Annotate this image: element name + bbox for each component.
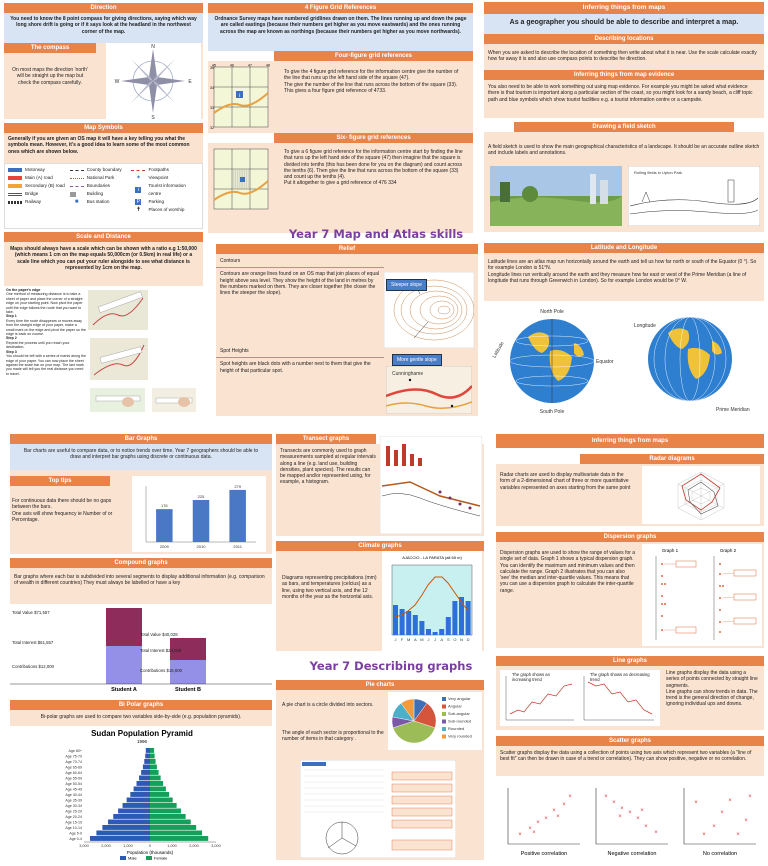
north-tick: 33 xyxy=(210,106,214,110)
compass-header: The compass xyxy=(4,43,96,53)
latlong-header: Latitude and Longitude xyxy=(484,243,764,253)
pyramid-year: 1996 xyxy=(136,739,148,744)
pyramid-male-bar xyxy=(108,820,150,825)
six-figure-grid-diagram xyxy=(210,145,272,215)
map-symbols-panel xyxy=(4,123,203,229)
pyramid-female-bar xyxy=(150,765,157,770)
pyramid-age-label: Age 25-29 xyxy=(65,809,82,814)
pie-legend-label: Angular xyxy=(448,703,462,709)
longitude-label: Longitude xyxy=(634,323,656,329)
bar-value-label: 176 xyxy=(160,503,168,509)
symbol-county-boundary: County boundary xyxy=(70,166,129,174)
map-symbols-header: Map Symbols xyxy=(4,123,203,133)
bar-2009 xyxy=(156,509,173,542)
svg-text:×: × xyxy=(562,802,566,808)
pie-legend-swatch xyxy=(442,720,446,724)
increasing-caption: The graph shows an increasing trend xyxy=(512,672,568,682)
climate-month-label: A xyxy=(440,637,444,642)
pyramid-xtick: 0 xyxy=(148,844,152,848)
atlas-title: Year 7 Map and Atlas skills xyxy=(288,227,464,241)
pyramid-male-bar xyxy=(146,748,150,753)
edge-title: On the paper's edge xyxy=(6,288,41,292)
pie-legend-swatch xyxy=(442,712,446,716)
bar-graphs-header: Bar Graphs xyxy=(10,434,272,444)
climate-bar xyxy=(439,629,444,635)
contours-text: Contours are orange lines found on an OS map that join places of equal height above sea level. They show the height of the land in metres by the numbers marked on them. They are closer together (the closer the lines the steeper the slope). xyxy=(220,271,379,297)
south-pole-label: South Pole xyxy=(539,409,565,415)
pie-legend-label: Very rounded xyxy=(448,733,472,739)
symbol-boundaries: Boundaries xyxy=(70,182,129,190)
student-a-contributions: Contributions $12,000 xyxy=(12,664,55,669)
symbol-tourist-info: i Tourist information centre xyxy=(131,182,199,198)
relief-header: Relief xyxy=(216,244,478,254)
latitude-label: Latitude xyxy=(491,340,506,360)
transect-panel xyxy=(276,434,484,536)
symbol-viewpoint: ✶ Viewpoint xyxy=(135,175,169,181)
graph-1-label: Graph 1 xyxy=(661,548,679,553)
dispersion-header: Dispersion graphs xyxy=(496,532,764,542)
pyramid-age-label: Age 40-44 xyxy=(65,793,82,797)
bipolar-text: Bi-polar graphs are used to compare two variables side-by-side (e.g. population pyramids). xyxy=(10,710,272,726)
decreasing-caption: The graph shows an decreasing trend xyxy=(590,672,650,682)
direction-header: Direction xyxy=(4,3,203,13)
pyramid-male-label: Male xyxy=(128,855,137,861)
north-tick: 35 xyxy=(210,66,214,70)
bar-chart xyxy=(132,476,266,552)
svg-text:×: × xyxy=(552,808,556,814)
svg-text:E: E xyxy=(188,79,192,85)
negative-correlation-label: Negative correlation xyxy=(607,851,657,857)
climate-month-label: O xyxy=(453,637,457,642)
student-b-contributions: Contributions $16,000 xyxy=(140,668,183,673)
svg-text:×: × xyxy=(604,794,608,800)
north-tick: 32 xyxy=(210,126,214,130)
pie-text-2: The angle of each sector is proportional to the number of items in that category . xyxy=(282,730,384,743)
symbol-footpaths: Footpaths xyxy=(131,166,199,174)
climate-graph xyxy=(382,551,482,651)
climate-station: AJACCIO - LA PARATA (alt 65 m) xyxy=(402,555,462,560)
pyramid-xtick: 2,000 xyxy=(189,844,199,848)
climate-text: Diagrams representing precipitations (mm) as bars, and temperatures (celcius) as a line, using two vertical axis, and the 12 months of the year as the horizontal axis. xyxy=(282,575,377,600)
pyramid-female-bar xyxy=(150,820,191,825)
pyramid-age-label: Age 35-39 xyxy=(65,798,82,803)
north-tick: 34 xyxy=(210,86,214,90)
pyramid-male-bar xyxy=(102,825,150,830)
step1-text: Every time the route disappears or moves away from the straight edge of your paper, make a small mark on the edge and pivot the paper so the edge is back on course. xyxy=(6,318,86,337)
pyramid-male-bar xyxy=(143,765,150,770)
pyramid-female-bar xyxy=(150,770,159,775)
transect-graph xyxy=(380,436,482,534)
climate-month-label: J xyxy=(434,637,437,642)
pyramid-female-bar xyxy=(150,809,181,814)
pyramid-male-bar xyxy=(134,787,150,792)
compound-panel xyxy=(10,558,272,694)
no-correlation-label: No correlation xyxy=(702,851,738,857)
pyramid-xlabel: Population (thousands) xyxy=(126,850,174,855)
east-tick: 45 xyxy=(212,63,216,68)
pyramid-age-label: Age 80+ xyxy=(68,749,82,753)
step3-title: Step 3 xyxy=(6,349,17,354)
pyramid-title: Sudan Population Pyramid xyxy=(91,729,193,738)
globe-longitude xyxy=(628,303,760,415)
describing-locations-text: When you are asked to describe the location of something then write about what it is near. Use the scale calculate exactly how far away it is and also use compass points to describe he direction. xyxy=(484,44,764,70)
population-pyramid xyxy=(50,726,230,862)
radar-header: Radar diagrams xyxy=(580,454,764,464)
gentler-slope-label: More gentle slope xyxy=(392,354,442,366)
climate-bar xyxy=(466,601,471,635)
step2-title: Step 2 xyxy=(6,336,17,341)
pie-panel xyxy=(276,680,484,860)
pyramid-female-label: Female xyxy=(154,855,168,861)
spot-height-map xyxy=(386,366,472,414)
pyramid-female-bar xyxy=(150,798,173,803)
pyramid-age-label: Age 55-59 xyxy=(65,776,82,781)
scatter-text: Scatter graphs display the data using a collection of points using two axis which represent two variables (a "line of best fit" can then be drawn in case of a trend or correlation). They can show positive, negative or no correlation. xyxy=(496,746,764,776)
pyramid-male-bar xyxy=(145,754,150,759)
field-sketch-drawing xyxy=(628,166,760,226)
pie-legend-label: Sub-rounded xyxy=(448,718,472,724)
grid-ref-intro: Ordnance Survey maps have numbered gridlines drawn on them. The lines running up and down the page are called eastings (because their numbers get higher as you move eastwards) and the ones running across the map are known as northings (because their numbers get higher as you move northwards). xyxy=(208,13,473,51)
pyramid-male-bar xyxy=(130,792,150,797)
bar-category-label: 2011 xyxy=(233,544,242,549)
map-evidence-header: Inferring things from map evidence xyxy=(484,70,764,80)
top-tips-text: For continuous data there should be no gaps between the bars. One axis will show frequency ie Number of or Percentage. xyxy=(12,498,113,523)
pyramid-age-label: Age 20-24 xyxy=(65,815,82,819)
pyramid-age-label: Age 60-64 xyxy=(65,771,82,775)
pyramid-female-bar xyxy=(150,836,208,841)
climate-bar xyxy=(433,632,438,635)
pyramid-age-label: Age 50-54 xyxy=(65,782,82,786)
symbol-bus-station: ■ Bus station xyxy=(74,199,110,205)
pyramid-xtick: 2,000 xyxy=(101,844,111,848)
symbol-main-road: Main (A) road xyxy=(8,174,67,182)
pie-header: Pie charts xyxy=(276,680,484,690)
climate-bar xyxy=(413,615,418,635)
step3-text: You should be left with a series of marks along the edge of your paper. You can now place the sheet against the scale bar on your map. The last mark you made will tell you the real distance you need to travel. xyxy=(6,354,86,376)
svg-text:×: × xyxy=(728,798,732,804)
transect-header: Transect graphs xyxy=(276,434,376,444)
svg-text:×: × xyxy=(620,806,624,812)
pyramid-male-bar xyxy=(90,836,150,841)
svg-text:×: × xyxy=(744,818,748,824)
symbol-secondary-road: Secondary (B) road xyxy=(8,182,67,190)
svg-text:×: × xyxy=(736,832,740,838)
bipolar-panel xyxy=(10,700,272,862)
scatter-examples xyxy=(500,784,762,858)
inferring-maps-header: Inferring things from maps xyxy=(484,2,764,14)
pyramid-female-bar xyxy=(150,787,166,792)
climate-bar xyxy=(400,609,405,635)
inferring-graphs-panel xyxy=(496,434,764,858)
scatter-header: Scatter graphs xyxy=(496,736,764,746)
equator-label: Equator xyxy=(596,359,614,365)
step2-text: Repeat the process until you reach your destination. xyxy=(6,340,70,350)
pyramid-male-bar xyxy=(141,770,150,775)
bar-graphs-panel xyxy=(10,434,272,554)
prime-meridian-label: Prime Meridian xyxy=(716,407,750,413)
positive-correlation-label: Positive correlation xyxy=(520,851,568,857)
symbol-worship: ✝ Places of worship xyxy=(135,207,185,213)
pyramid-female-bar xyxy=(150,781,163,786)
climate-panel xyxy=(276,541,484,651)
pyramid-age-label: Age 0-4 xyxy=(69,837,82,841)
grid-ref-panel xyxy=(208,3,473,225)
student-a-total-value: Total Value $71,557 xyxy=(12,610,50,615)
student-a-total-interest: Total Interest $61,557 xyxy=(12,640,54,645)
north-pole-label: North Pole xyxy=(540,309,564,315)
symbol-parking: P Parking xyxy=(136,199,165,205)
line-graphs-header: Line graphs xyxy=(496,656,764,666)
pyramid-female-bar xyxy=(150,814,186,819)
bar-category-label: 2010 xyxy=(196,544,206,549)
pyramid-male-bar xyxy=(127,798,150,803)
svg-text:×: × xyxy=(636,816,640,822)
climate-month-label: F xyxy=(400,637,404,642)
east-tick: 47 xyxy=(248,63,252,68)
relief-panel xyxy=(216,244,478,416)
direction-intro: You need to know the 8 point compass for giving directions, saying which way long shore drift is going or if it says look at the headland in the northwest corner of the map. xyxy=(4,13,203,43)
bar-category-label: 2009 xyxy=(159,544,169,549)
pyramid-male-bar xyxy=(123,803,150,808)
pie-worked-example xyxy=(300,760,456,858)
pyramid-xtick: 1,000 xyxy=(123,844,133,848)
pie-chart xyxy=(388,692,482,750)
field-sketch-header: Drawing a field sketch xyxy=(514,122,734,132)
bar-2011 xyxy=(229,490,246,542)
climate-month-label: M xyxy=(420,637,424,642)
svg-text:×: × xyxy=(528,826,532,832)
student-b-total-value: Total Value $40,028 xyxy=(140,632,178,637)
climate-month-label: N xyxy=(460,637,463,642)
east-tick: 46 xyxy=(230,63,234,68)
pyramid-female-bar xyxy=(150,825,196,830)
field-sketch-label: Rolling fields in Upton Park xyxy=(634,170,683,175)
pyramid-xtick: 1,000 xyxy=(167,844,177,848)
svg-text:×: × xyxy=(618,814,622,820)
pyramid-male-bar xyxy=(144,759,150,764)
svg-text:×: × xyxy=(556,814,560,820)
pyramid-female-bar xyxy=(150,754,155,759)
student-b-label: Student B xyxy=(175,687,201,692)
inferring-graphs-header: Inferring things from maps xyxy=(496,434,764,448)
svg-text:×: × xyxy=(612,800,616,806)
radar-chart xyxy=(642,466,760,524)
bar-value-label: 279 xyxy=(234,483,242,489)
pyramid-age-label: Age 45-49 xyxy=(65,787,82,792)
climate-bar xyxy=(452,601,457,635)
pyramid-age-label: Age 70-74 xyxy=(65,760,82,764)
pie-legend-label: Rounded xyxy=(448,726,465,731)
svg-text:×: × xyxy=(532,830,536,836)
svg-text:i: i xyxy=(238,93,241,99)
svg-text:×: × xyxy=(640,808,644,814)
climate-bar xyxy=(406,611,411,635)
climate-bar xyxy=(446,617,451,635)
graph-2-label: Graph 2 xyxy=(719,548,737,553)
direction-panel xyxy=(4,3,203,121)
inferring-maps-subtitle: As a geographer you should be able to describe and interpret a map. xyxy=(484,14,764,34)
climate-month-label: S xyxy=(446,637,450,642)
pyramid-age-label: Age 65-69 xyxy=(65,765,82,770)
scale-intro: Maps should always have a scale which can be shown with a ratio e.g 1:50,000 (which means 1 cm on the map equals 50,000cm (or 0.5km) in real life) or a scale line which you can put your ruler alongside to see what distance is represented by 1cm on the map. xyxy=(4,242,203,286)
scale-panel xyxy=(4,232,203,418)
spot-heights-title: Spot Heights xyxy=(220,348,249,354)
svg-text:×: × xyxy=(644,824,648,830)
map-symbols-intro: Generally if you are given an OS map it will have a key telling you what the symbols mean. However, it's a good idea to learn some of the most common ones which are shown below. xyxy=(4,133,203,163)
compound-header: Compound graphs xyxy=(10,558,272,568)
six-figure-header: Six- figure grid references xyxy=(274,133,473,143)
pie-legend-swatch xyxy=(442,727,446,731)
dispersion-text: Dispersion graphs are used to show the range of values for a single set of data. Graph 1 shows a typical dispersion graph. You can identify the maximum and minimum values and then calculate the range. Graph 2 illustrates that you can also 'see' the median and inter-quartile values. This means that you can use a dispersion graph to calculate the inter-quartile range. xyxy=(500,550,636,594)
pyramid-female-bar xyxy=(150,776,161,781)
spot-map-label: Cunninghame xyxy=(392,371,424,377)
bar-value-label: 225 xyxy=(197,494,205,499)
pyramid-male-bar xyxy=(96,831,150,836)
four-figure-grid-diagram xyxy=(210,63,272,131)
svg-text:×: × xyxy=(720,810,724,816)
pyramid-female-bar xyxy=(150,831,202,836)
bipolar-header: Bi Polar graphs xyxy=(10,700,272,710)
symbol-national-park: National Park xyxy=(70,174,129,182)
four-figure-header: Four-figure grid references xyxy=(274,51,473,61)
six-figure-text: To give a 6 figure grid reference for the information centre start by finding the line that runs up the left hand side of the square (47) then imagine that the square is divided into tenths (this has been done for you on the diagram) and count across the tenths (6). Then give the line that runs across the bottom of the square (33) and count up the tenths (4). Put it altogether to give a grid reference of 476 334 xyxy=(284,149,463,187)
pie-legend-label: Very angular xyxy=(448,696,471,701)
top-tips-header: Top tips xyxy=(10,476,110,486)
field-sketch-text: A field sketch is used to show the main geographical characteristics of a landscape. It should be an accurate outline sketch and include labels and annotations. xyxy=(488,144,760,157)
climate-month-label: M xyxy=(407,637,411,642)
dispersion-graphs xyxy=(642,544,762,646)
svg-text:S: S xyxy=(151,115,155,119)
svg-text:×: × xyxy=(628,810,632,816)
symbol-key xyxy=(4,163,203,229)
svg-text:×: × xyxy=(702,832,706,838)
inferring-maps-panel xyxy=(484,2,764,240)
pyramid-age-label: Age 75-79 xyxy=(65,754,82,759)
svg-text:W: W xyxy=(114,79,120,85)
latlong-text: Latitude lines are an atlas map run horizontally around the earth and tell us how far north or south of the Equator (0 °). So for example London is 51°N. Longitude lines run vertically around the earth and they measure how far east or west of the Prime Meridian (a line of longitude that runs through Greenwich in London). So for example London would be 0° W. xyxy=(484,253,764,301)
pie-text-1: A pie chart is a circle divided into sectors. xyxy=(282,702,374,708)
student-a-label: Student A xyxy=(111,687,137,692)
pyramid-female-bar xyxy=(150,748,154,753)
spot-heights-text: Spot heights are black dots with a number next to them that give the height of that particular spot. xyxy=(220,361,371,374)
compass-rose-icon xyxy=(106,43,201,119)
student-b-total-interest: Total Interest $24,028 xyxy=(140,648,182,653)
scale-header: Scale and Distance xyxy=(4,232,203,242)
bar-graphs-intro: Bar charts are useful to compare data, or to notice trends over time. Year 7 geographers should be able to draw and interpret bar graphs using discrete or continuous data. xyxy=(10,444,272,470)
transect-text: Transects are commonly used to graph measurements sampled at regular intervals along a line (e.g. land use, building densities, plant species). The results can be mapped and/or represented using, for example, a histogram. xyxy=(280,448,376,486)
pyramid-xtick: 3,000 xyxy=(79,844,89,848)
compound-text: Bar graphs where each bar is subdivided into several segments to display additional information (e.g. comparison of wealth in different countries) They must always be labelled or have a key xyxy=(10,568,272,604)
steeper-slope-label: Steeper slope xyxy=(386,279,427,291)
climate-month-label: D xyxy=(466,637,470,642)
compound-bar-chart xyxy=(10,604,272,692)
step1-title: Step 1 xyxy=(6,314,17,319)
pyramid-age-label: Age 5-9 xyxy=(69,831,82,836)
symbol-building: Building xyxy=(70,190,129,198)
svg-text:×: × xyxy=(568,794,572,800)
pyramid-male-bar xyxy=(139,776,150,781)
globe-latitude xyxy=(488,303,614,415)
describing-title: Year 7 Describing graphs xyxy=(309,659,473,673)
pyramid-male-bar xyxy=(118,809,150,814)
svg-text:×: × xyxy=(518,832,522,838)
climate-month-label: J xyxy=(394,637,397,642)
four-figure-text: To give the 4 figure grid reference for the information centre give the number of the line that runs up the left hand side of the square (47). The give the number of the line that runs across the bottom of the square (33). This gives a four figure grid reference of 4733. xyxy=(284,69,459,94)
svg-text:×: × xyxy=(694,800,698,806)
svg-text:×: × xyxy=(748,794,752,800)
pie-legend-swatch xyxy=(442,697,446,701)
climate-bar xyxy=(419,621,424,635)
climate-header: Climate graphs xyxy=(276,541,484,551)
climate-month-label: A xyxy=(413,637,417,642)
pyramid-male-bar xyxy=(113,814,150,819)
svg-text:N: N xyxy=(151,44,155,50)
svg-text:×: × xyxy=(712,824,716,830)
pyramid-female-bar xyxy=(150,803,177,808)
svg-text:×: × xyxy=(654,830,658,836)
radar-text: Radar charts are used to display multivariate data in the form of a 2-dimensional chart of three or more quantitative variables represented on axes starting from the same point xyxy=(500,472,631,491)
compass-text: On most maps the direction 'north' will be straight up the map but check the compass carefully. xyxy=(12,67,88,86)
describing-locations-header: Describing locations xyxy=(484,34,764,44)
pyramid-age-label: Age 30-34 xyxy=(65,804,82,808)
svg-text:×: × xyxy=(536,820,540,826)
edge-text: One method of measuring distance is to take a sheet of paper and place the corner of a straight edge on your starting point. Now pivot the paper until the edge follows the route that you want to take. xyxy=(6,292,83,315)
symbol-railway: Railway xyxy=(8,198,67,206)
bar-2010 xyxy=(193,500,210,542)
pyramid-male-bar xyxy=(137,781,150,786)
pyramid-female-bar xyxy=(150,792,169,797)
climate-month-label: J xyxy=(427,637,430,642)
paper-edge-illustration xyxy=(88,290,198,414)
east-tick: 48 xyxy=(266,63,270,68)
symbol-bridge: Bridge xyxy=(8,190,67,198)
map-evidence-text: You also need to be able to work something out using map evidence. For example you might be asked what evidence there is that tourism is important along a particular section of the coast, so you might look for a sandy beach, a cliff topic path and blue symbols which show tourist facilities e.g. a tourist information centre or a campsite. xyxy=(484,80,764,118)
pyramid-age-label: Age 15-19 xyxy=(65,820,82,825)
contours-title: Contours xyxy=(220,258,241,264)
pyramid-xtick: 3,000 xyxy=(211,844,221,848)
pie-legend-swatch xyxy=(442,705,446,709)
pyramid-age-label: Age 10-14 xyxy=(65,826,82,830)
pie-legend-label: Sub-angular xyxy=(448,711,470,716)
svg-text:×: × xyxy=(544,816,548,822)
symbol-motorway: Motorway xyxy=(8,166,67,174)
climate-bar xyxy=(426,629,431,635)
grid-ref-header: 4 Figure Grid References xyxy=(208,3,473,13)
latlong-panel xyxy=(484,243,764,417)
climate-bar xyxy=(393,605,398,635)
pyramid-female-bar xyxy=(150,759,156,764)
line-graphs-text: Line graphs display the data using a series of points connected by straight line segments. Line graphs can show trends in data. The trend is the general direction of change, ignoring individual ups and downs. xyxy=(666,670,758,708)
pie-legend-swatch xyxy=(442,735,446,739)
field-sketch-photo xyxy=(490,166,622,226)
